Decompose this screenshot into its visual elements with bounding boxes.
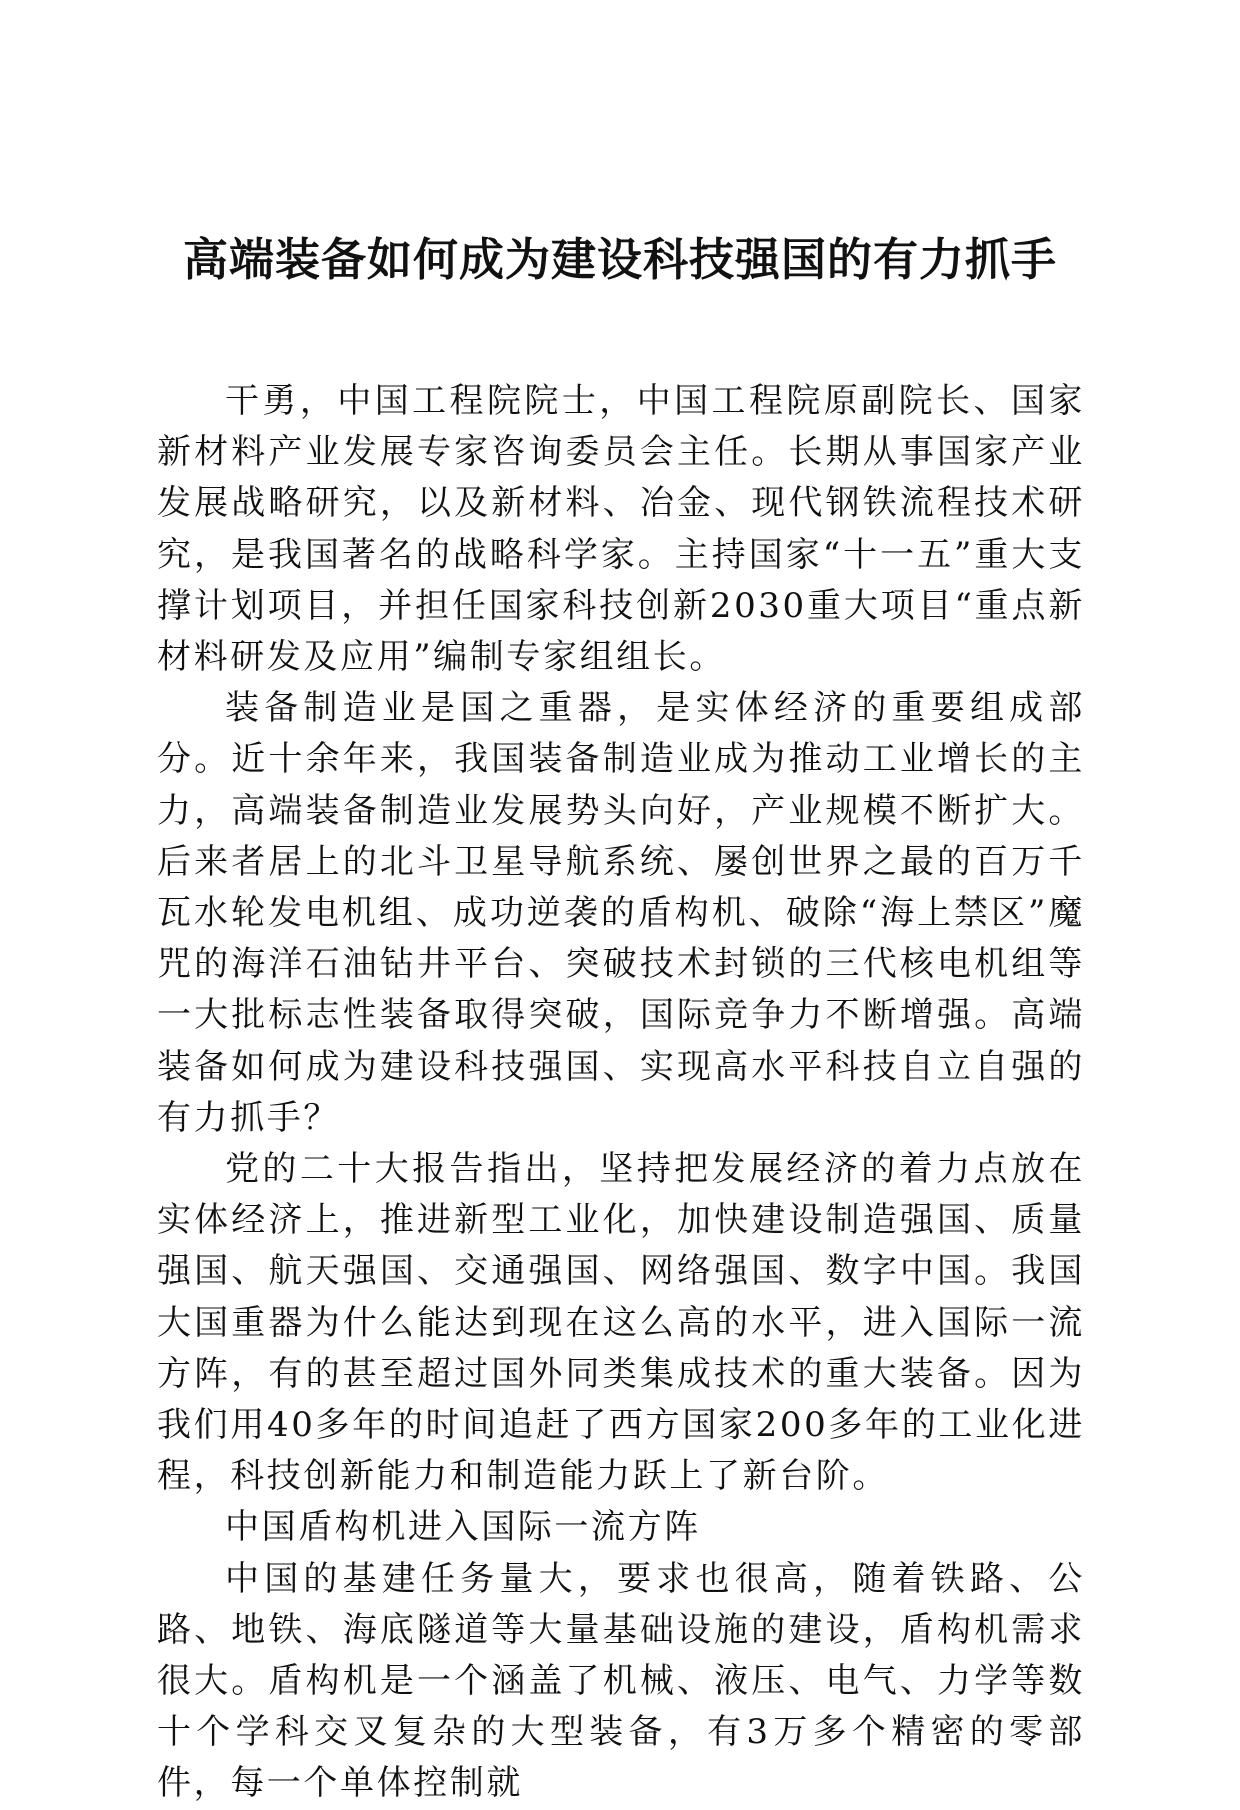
paragraph-congress-report: 党的二十大报告指出，坚持把发展经济的着力点放在实体经济上，推进新型工业化，加快建设制造强国、质量强国、航天强国、交通强国、网络强国、数字中国。我国大国重器为什么能达到现在这么高的水平，进入国际一流方阵，有的甚至超过国外同类集成技术的重大装备。因为我们用40多年的时间追赶了西方国家200多年的工业化进程，科技创新能力和制造能力跃上了新台阶。 [157, 1149, 1085, 1497]
section-heading-shield-machine: 中国盾构机进入国际一流方阵 [225, 1507, 701, 1548]
paragraph-intro: 装备制造业是国之重器，是实体经济的重要组成部分。近十余年来，我国装备制造业成为推动工业增长的主力，高端装备制造业发展势头向好，产业规模不断扩大。后来者居上的北斗卫星导航系统、屡创世界之最的百万千瓦水轮发电机组、成功逆袭的盾构机、破除“海上禁区”魔咒的海洋石油钻井平台、突破技术封锁的三代核电机组等一大批标志性装备取得突破，国际竞争力不断增强。高端装备如何成为建设科技强国、实现高水平科技自立自强的有力抓手？ [157, 688, 1085, 1138]
article-title: 高端装备如何成为建设科技强国的有力抓手 [182, 233, 1057, 286]
paragraph-shield-machine: 中国的基建任务量大，要求也很高，随着铁路、公路、地铁、海底隧道等大量基础设施的建设，盾构机需求很大。盾构机是一个涵盖了机械、液压、电气、力学等数十个学科交叉复杂的大型装备，有3万多个精密的零部件，每一个单体控制就 [157, 1558, 1085, 1804]
article-body [157, 376, 1085, 1810]
paragraph-author-bio: 干勇，中国工程院院士，中国工程院原副院长、国家新材料产业发展专家咨询委员会主任。长期从事国家产业发展战略研究，以及新材料、冶金、现代钢铁流程技术研究，是我国著名的战略科学家。主持国家“十一五”重大支撑计划项目，并担任国家科技创新2030重大项目“重点新材料研发及应用”编制专家组组长。 [157, 381, 1085, 678]
